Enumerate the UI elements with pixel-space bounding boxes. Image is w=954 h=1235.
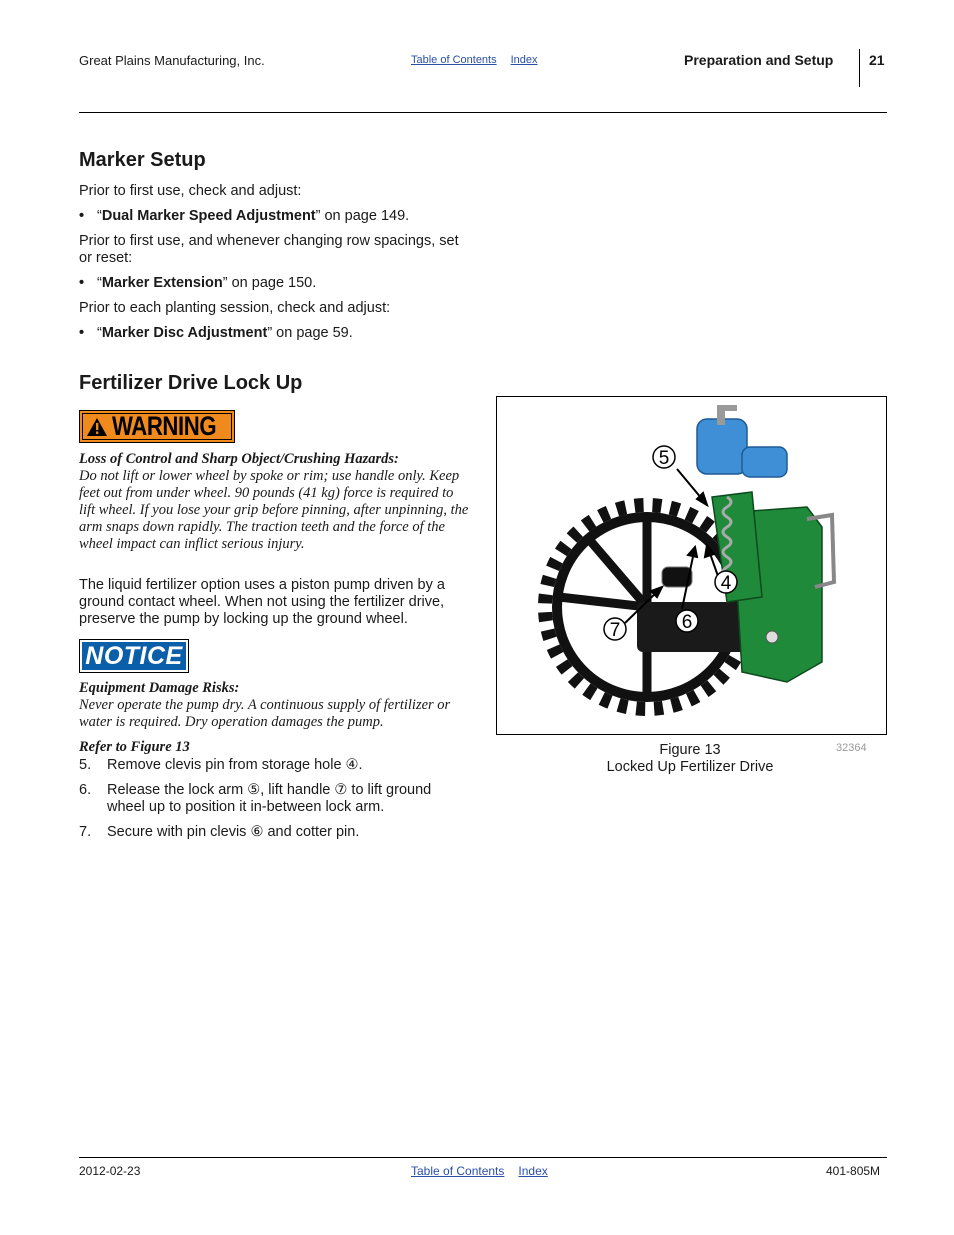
fertilizer-drive-illustration (497, 397, 886, 734)
step-item (79, 782, 469, 816)
index-link[interactable]: Index (518, 1164, 548, 1178)
step-text: Remove clevis pin from storage hole ④. (107, 757, 363, 773)
marker-intro-1: Prior to first use, check and adjust: (79, 183, 302, 199)
step-number: 5. (79, 757, 92, 773)
warning-text: WARNING (112, 411, 217, 441)
marker-intro-3: Prior to each planting session, check and adjust: (79, 300, 391, 316)
step-item (79, 757, 469, 774)
footer-rule (79, 1157, 887, 1158)
callout-6 (676, 610, 698, 633)
toc-link[interactable]: Table of Contents (411, 1164, 505, 1178)
svg-text:5: 5 (658, 448, 670, 469)
warning-heading: Loss of Control and Sharp Object/Crushing Hazards: (79, 451, 399, 467)
header-rule (79, 112, 887, 113)
index-link[interactable]: Index (510, 54, 538, 66)
notice-heading: Equipment Damage Risks: (79, 680, 240, 696)
figure-image-id: 32364 (836, 742, 867, 754)
step-item (79, 824, 469, 841)
figure-frame (496, 396, 887, 735)
callout-4 (715, 571, 737, 594)
section-title: Preparation and Setup (684, 52, 834, 68)
callout-5 (653, 446, 675, 469)
figure-title: Locked Up Fertilizer Drive (606, 759, 774, 775)
marker-intro-2: Prior to first use, and whenever changing row spacings, set or reset: (79, 233, 459, 266)
svg-text:6: 6 (681, 612, 693, 633)
step-number: 7. (79, 824, 92, 840)
svg-text:4: 4 (720, 573, 732, 594)
bullet-char: • (79, 275, 85, 291)
callout-7 (604, 618, 626, 641)
bullet-page-ref: ” on page 150. (222, 275, 317, 291)
header-nav (411, 54, 552, 66)
warning-triangle-icon (86, 417, 108, 437)
notice-label (79, 639, 189, 673)
header-divider (859, 49, 860, 87)
toc-link[interactable]: Table of Contents (411, 54, 497, 66)
marker-bullet-2 (79, 275, 469, 292)
step-text: Secure with pin clevis ⑥ and cotter pin. (107, 824, 360, 840)
warning-label (79, 410, 235, 443)
svg-text:7: 7 (609, 620, 621, 641)
page-number: 21 (869, 52, 885, 68)
marker-bullet-1 (79, 208, 469, 225)
step-number: 6. (79, 782, 92, 798)
step-text: Release the lock arm ⑤, lift handle ⑦ to lift ground wheel up to position it in-between lock arm. (107, 782, 432, 815)
footer-nav (411, 1164, 562, 1178)
figure-label: Figure 13 (659, 742, 721, 758)
notice-text: NOTICE (85, 641, 183, 670)
bullet-quote: “ (97, 325, 102, 341)
blue-pump (697, 405, 787, 477)
figure-caption (590, 742, 790, 776)
bullet-page-ref: ” on page 149. (315, 208, 410, 224)
document-number: 401-805M (826, 1164, 881, 1178)
fertilizer-description: The liquid fertilizer option uses a piston pump driven by a ground contact wheel. When not using the fertilizer drive, preserve the pump by locking up the ground wheel. (79, 577, 445, 627)
marker-bullet-3 (79, 325, 469, 342)
notice-body: Never operate the pump dry. A continuous supply of fertilizer or water is required. Dry operation damages the pump. (79, 697, 451, 730)
figure-reference: Refer to Figure 13 (79, 739, 190, 755)
fertilizer-heading: Fertilizer Drive Lock Up (79, 372, 303, 394)
bullet-link-text: Marker Disc Adjustment (101, 325, 268, 341)
bullet-quote: “ (97, 208, 102, 224)
bullet-link-text: Dual Marker Speed Adjustment (101, 208, 316, 224)
footer-date: 2012-02-23 (79, 1164, 141, 1178)
company-name: Great Plains Manufacturing, Inc. (79, 53, 265, 68)
bullet-link-text: Marker Extension (101, 275, 223, 291)
bullet-quote: “ (97, 275, 102, 291)
bullet-page-ref: ” on page 59. (267, 325, 353, 341)
bullet-char: • (79, 325, 85, 341)
warning-body: Do not lift or lower wheel by spoke or rim; use handle only. Keep feet out from under wheel. 90 pounds (41 kg) force is required to lift wheel. If you lose your grip before pinning, after unpinning, the arm snaps down rapidly. The traction teeth and the force of the wheel impact can inflict serious injury. (79, 468, 469, 552)
marker-setup-heading: Marker Setup (79, 149, 206, 171)
bullet-char: • (79, 208, 85, 224)
bolt (766, 631, 778, 643)
